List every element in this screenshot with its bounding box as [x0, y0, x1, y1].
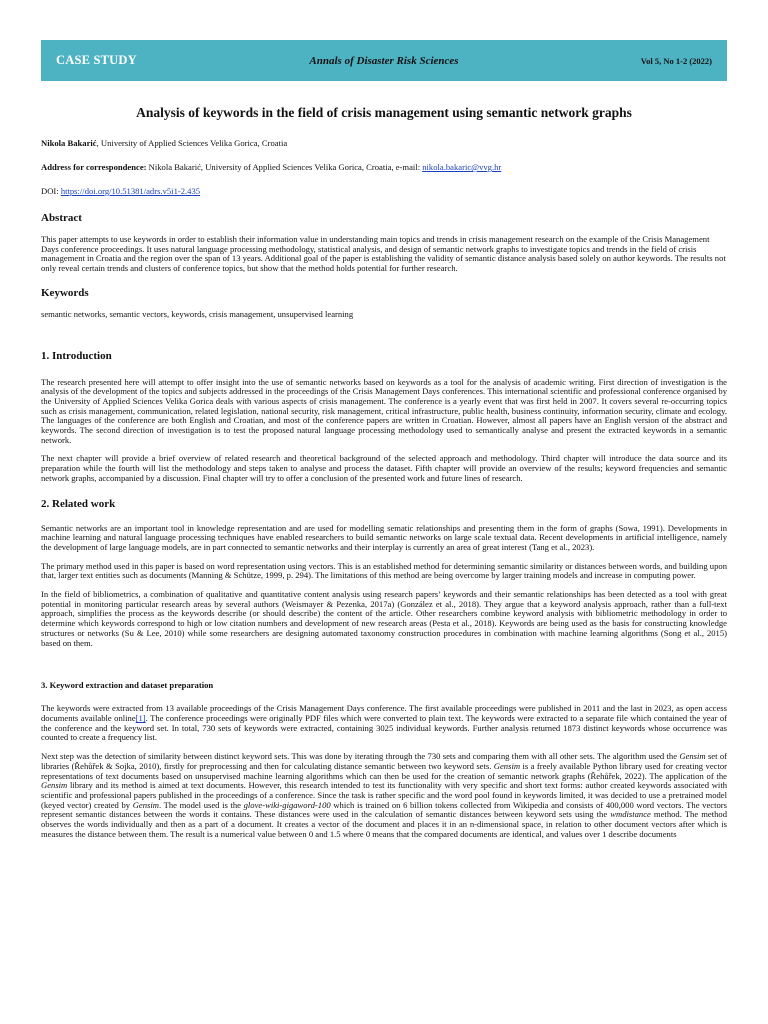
introduction-paragraph-1: The research presented here will attempt to offer insight into the use of semantic networks based on keywords as a tool for the analysis of academic writing. First direction of investigation is the analysis of the development of the topics and subjects addressed in the proceedings of the Crisis Management Days conferences. This international scientific and professional conference organised by the University of Applied Sciences Velika Gorica deals with various aspects of crisis management. The conference is a yearly event that was first held in 2007. It covers several re-occurring topics such as crisis management, communication, related legislation, national security, risk management, critical infrastructure, public health, business continuity, information security, climate and ecology. The languages of the conference are both English and Croatian, and most of the conference papers are written in Croatian. However, almost all papers have an English version of the abstract and keywords. The second direction of investigation is to test the proposed natural language processing methodology used to semantically analyse and present the extracted keywords in a semantic network.	[41, 376, 727, 445]
gensim-term-4: Gensim	[132, 799, 159, 810]
author-name: Nikola Bakarić	[41, 138, 97, 148]
journal-title: Annals of Disaster Risk Sciences	[309, 54, 459, 67]
extraction-p2-text-f: which is trained on 6 billion tokens collected from Wikipedia and consists of 400,000 word vectors. The vectors represent semantic distances between the words it contains. These distances were used in the calculation of semantic distances between keyword sets using the	[41, 799, 727, 820]
extraction-p2-text-b: set of libraries (Řehůřek & Sojka, 2010), firstly for preprocessing and then for calculating distance semantic between two keyword sets.	[41, 751, 727, 771]
related-work-paragraph-1: Semantic networks are an important tool in knowledge representation and are used for modelling sematic relationships and presenting them in the form of graphs (Sowa, 1991). Developments in machine learning and natural language processing techniques have enabled researchers to build semantic networks on large scale textual data. Recent developments in artificial intelligence, namely the development of large language models, are in part connected to semantic networks and their interplay is currently an area of great interest (Tang et al., 2023).	[41, 522, 727, 552]
extraction-p2-text-c: is a freely available Python library used for creating vector representations of text documents based on unsupervised machine learning algorithms which can then be used for the creation of semantic network graphs (Řehůřek, 2022). The application of the	[41, 760, 727, 781]
abstract-text: This paper attempts to use keywords in order to establish their information value in understanding main topics and trends in crisis management research on the example of the Crisis Management Days conference proceedings. It uses natural language processing methodology, statistical analysis, and design of semantic network graphs to investigate topics and trends in the field of crisis management in Croatia and the region over the span of 13 years. Additional goal of the paper is establishing the validity of semantic distance analysis based solely on author keywords. The results not only reveal certain trends and clusters of conference topics, but show that the method holds potential for further research.	[41, 234, 726, 274]
extraction-heading: 3. Keyword extraction and dataset preparation	[41, 680, 214, 691]
correspondence-label: Address for correspondence:	[41, 162, 147, 172]
keywords-text: semantic networks, semantic vectors, keywords, crisis management, unsupervised learning	[41, 308, 354, 319]
article-content	[41, 105, 727, 848]
email-link[interactable]: nikola.bakaric@vvg.hr	[422, 162, 502, 172]
extraction-paragraph-2	[41, 752, 727, 839]
journal-banner	[41, 40, 727, 81]
extraction-p2-text-g: method. The method observes the words individually and then as a part of a document. It creates a vector of the document and places it in an n-dimensional space, in relation to other document vectors after which is measures the distance between them. The result is a numerical value between 0 and 1.5 where 0 means that the compared documents are identical, and values over 1 describe documents	[41, 809, 728, 839]
doi-line	[41, 186, 727, 197]
doi-link[interactable]: https://doi.org/10.51381/adrs.v5i1-2.435	[60, 186, 201, 196]
extraction-p1-text-a: The keywords were extracted from 13 available proceedings of the Crisis Management Days conference. The first available proceedings were published in 2011 and the last in 2023, as open access documents available online	[41, 703, 727, 723]
article-category: CASE STUDY	[56, 53, 137, 67]
extraction-p2-text-d: library and its method is aimed at text documents. However, this research intended to test its functionality with very specific and short text forms: author created keywords associated with scientific and professional papers published in the proceedings of a conference. Since the task is rather specific and the word pool found in keywords limited, it was decided to use a pretrained model (keyed vector) created by	[41, 780, 727, 810]
gensim-term-3: Gensim	[41, 780, 68, 791]
related-work-paragraph-2: The primary method used in this paper is based on word representation using vectors. This is an established method for determining semantic similarity or distances between words, and building upon that, larger text entities such as documents (Manning & Schütze, 1999, p. 294). The limitations of this method are being overcome by larger training models and increase in computing power.	[41, 560, 727, 581]
introduction-heading: 1. Introduction	[41, 349, 112, 362]
extraction-p1-text-b: . The conference proceedings were originally PDF files which were converted to plain text. The keywords were extracted to a separate file which contained the year of the conference and the keyword set. In total, 730 sets of keywords were extracted, containing 3025 individual keywords. Further analysis returned 1873 distinct keywords whose occurrence was counted to create a frequency list.	[41, 712, 727, 743]
author-line	[41, 138, 727, 149]
reference-link-1[interactable]: [1]	[135, 712, 146, 723]
related-work-heading: 2. Related work	[41, 497, 116, 510]
model-name: glove-wiki-gigaword-100	[243, 799, 331, 810]
extraction-p2-text-a: Next step was the detection of similarity between distinct keyword sets. This was done by iterating through the 730 sets and comparing them with all other sets. The algorithm used the	[41, 751, 680, 762]
doi-label: DOI:	[41, 186, 61, 196]
gensim-term-2: Gensim	[493, 760, 521, 771]
extraction-p2-text-e: . The model used is the	[158, 799, 244, 810]
gensim-term-1: Gensim	[679, 751, 706, 762]
correspondence-text: Nikola Bakarić, University of Applied Sciences Velika Gorica, Croatia, e-mail:	[146, 162, 423, 172]
author-affiliation: , University of Applied Sciences Velika Gorica, Croatia	[96, 138, 288, 148]
extraction-paragraph-1	[41, 704, 727, 743]
correspondence-line	[41, 162, 727, 173]
volume-info: Vol 5, No 1-2 (2022)	[640, 55, 712, 66]
keywords-heading: Keywords	[41, 286, 89, 299]
article-title: Analysis of keywords in the field of crisis management using semantic network graphs	[136, 105, 632, 120]
abstract-heading: Abstract	[41, 212, 82, 224]
introduction-paragraph-2: The next chapter will provide a brief overview of related research and theoretical background of the selected approach and methodology. Third chapter will introduce the data source and its preparation while the fourth will list the methodology and steps taken to analyse and process the dataset. Fifth chapter will provide an overview of the results; keyword frequencies and semantic network graphs, accompanied by a discussion. Final chapter will try to offer a conclusion of the presented work and future lines of research.	[41, 453, 727, 483]
related-work-paragraph-3: In the field of bibliometrics, a combination of qualitative and quantitative content analysis using research papers’ keywords and their semantic relationships has been detected as a tool with great potential in monitoring particular research areas by several authors (Weismayer & Pezenka, 2017a) (González et al., 2018). They argue that a keyword analysis approach, rather than a full-text approach, simplifies the process as the keywords describe (or should describe) the content of the article. Other researchers combine keyword analysis with bibliometric methodology in order to determine which keywords correspond to high or low citation numbers and development of new research areas (Pesta et al., 2018). Keywords are being used as the basis for constructing knowledge structures or networks (Su & Lee, 2010) while some researchers are designing automated taxonomy construction procedures in combination with machine learning algorithms (Song et al., 2015) based on them.	[41, 589, 727, 648]
wmdistance-term: wmdistance	[610, 809, 651, 820]
